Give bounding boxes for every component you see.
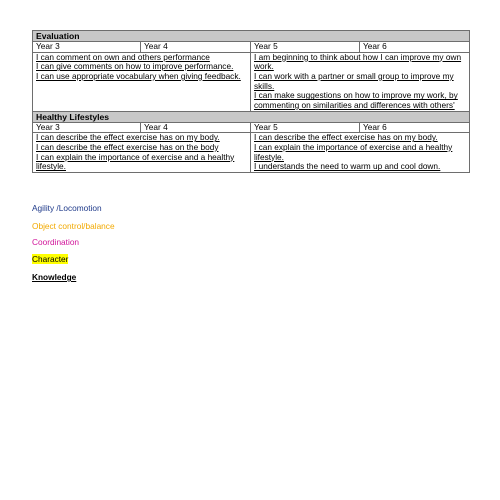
evaluation-year-5: Year 5 [251, 42, 360, 53]
evaluation-year-4: Year 4 [141, 42, 251, 53]
healthy-upper-item-1: I can describe the effect exercise has on my body. [254, 132, 438, 143]
evaluation-upper-cell [251, 52, 470, 111]
healthy-year-6: Year 6 [360, 122, 470, 133]
evaluation-upper-item-2: I can work with a partner or small group to improve my skills. [254, 70, 454, 91]
healthy-lower-item-1: I can describe the effect exercise has on my body. [36, 132, 220, 143]
legend-knowledge: Knowledge [32, 272, 77, 282]
healthy-lower-item-3: I can explain the importance of exercise and a healthy lifestyle. [36, 151, 235, 172]
evaluation-upper-item-3: I can make suggestions on how to improve my work, by commenting on similarities and differences with others' [254, 90, 458, 111]
skills-table [32, 30, 470, 173]
evaluation-heading: Evaluation [33, 31, 470, 42]
healthy-year-4: Year 4 [141, 122, 251, 133]
healthy-heading: Healthy Lifestyles [33, 111, 470, 122]
evaluation-lower-item-1: I can comment on own and others performance [36, 52, 210, 62]
evaluation-year-6: Year 6 [360, 42, 470, 53]
evaluation-lower-cell [33, 52, 251, 111]
healthy-year-5: Year 5 [251, 122, 360, 133]
healthy-upper-cell [251, 133, 470, 173]
evaluation-lower-item-3: I can use appropriate vocabulary when giving feedback. [36, 70, 241, 81]
legend-character [32, 254, 68, 265]
evaluation-lower-item-2: I can give comments on how to improve performance. [36, 61, 234, 72]
healthy-lower-cell [33, 133, 251, 173]
healthy-year-3: Year 3 [33, 122, 141, 133]
healthy-upper-item-3: I understands the need to warm up and cool down. [254, 161, 441, 172]
legend-agility: Agility /Locomotion [32, 203, 102, 213]
legend-object-control: Object control/balance [32, 221, 115, 231]
evaluation-upper-item-1: I am beginning to think about how I can improve my own work. [254, 52, 462, 72]
legend-character-label: Character [32, 254, 69, 264]
healthy-lower-item-2: I can describe the effect exercise has on the body [36, 141, 219, 152]
legend-coordination: Coordination [32, 237, 80, 247]
evaluation-year-3: Year 3 [33, 42, 141, 53]
healthy-upper-item-2: I can explain the importance of exercise and a healthy lifestyle. [254, 141, 453, 162]
